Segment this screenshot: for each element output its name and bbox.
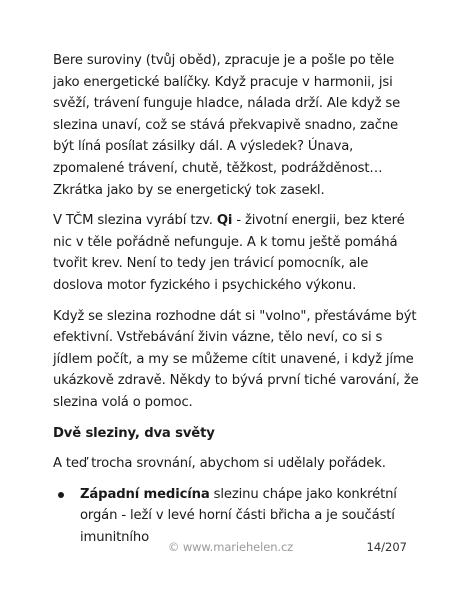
paragraph-1: Bere suroviny (tvůj oběd), zpracuje je a pošle po těle jako energetické balíčky. Když pracuje v harmonii, jsi svěží, trávení funguje hladce, nálada drží. Ale když se slezina unaví, což se stává překvapivě snadno, začne být líná posílat zásilky dál. A výsledek? Únava, zpomalené trávení, chutě, těžkost, podrážděnost… Zkrátka jako by se energetický tok zasekl. (53, 53, 401, 198)
paragraph-3: Když se slezina rozhodne dát si "volno", přestáváme být efektivní. Vstřebávání živin vázne, tělo neví, co si s jídlem počít, a my se můžeme cítit unavené, i když jíme ukázkově zdravě. Někdy to bývá první tiché varování, že slezina volá o pomoc. (53, 308, 419, 410)
paragraph-2-text-start: V TČM slezina vyrábí tzv. (53, 213, 217, 229)
bullet-list (53, 484, 421, 549)
paragraph-2-text-end: - životní energii, bez které nic v těle pořádně nefunguje. A k tomu ještě pomáhá tvořit krev. Není to tedy jen trávicí pomocník, ale doslova motor fyzického i psychického výkonu. (53, 213, 405, 293)
qi-term: Qi (216, 213, 233, 229)
paragraph-2 (53, 210, 421, 296)
paragraph-4: A teď trocha srovnání, abychom si udělaly pořádek. (53, 456, 386, 472)
footer-website: © www.mariehelen.cz (167, 540, 294, 554)
bullet-dot-icon (58, 492, 64, 498)
page-footer (0, 540, 461, 560)
page-content (53, 50, 421, 548)
list-item-term: Západní medicína (80, 486, 210, 502)
list-item-text: slezinu chápe jako konkrétní orgán - leží v levé horní části břicha a je součástí imunitního (80, 486, 397, 545)
page-number: 14/207 (366, 540, 407, 554)
section-heading: Dvě sleziny, dva světy (53, 425, 215, 441)
list-item (53, 484, 421, 549)
